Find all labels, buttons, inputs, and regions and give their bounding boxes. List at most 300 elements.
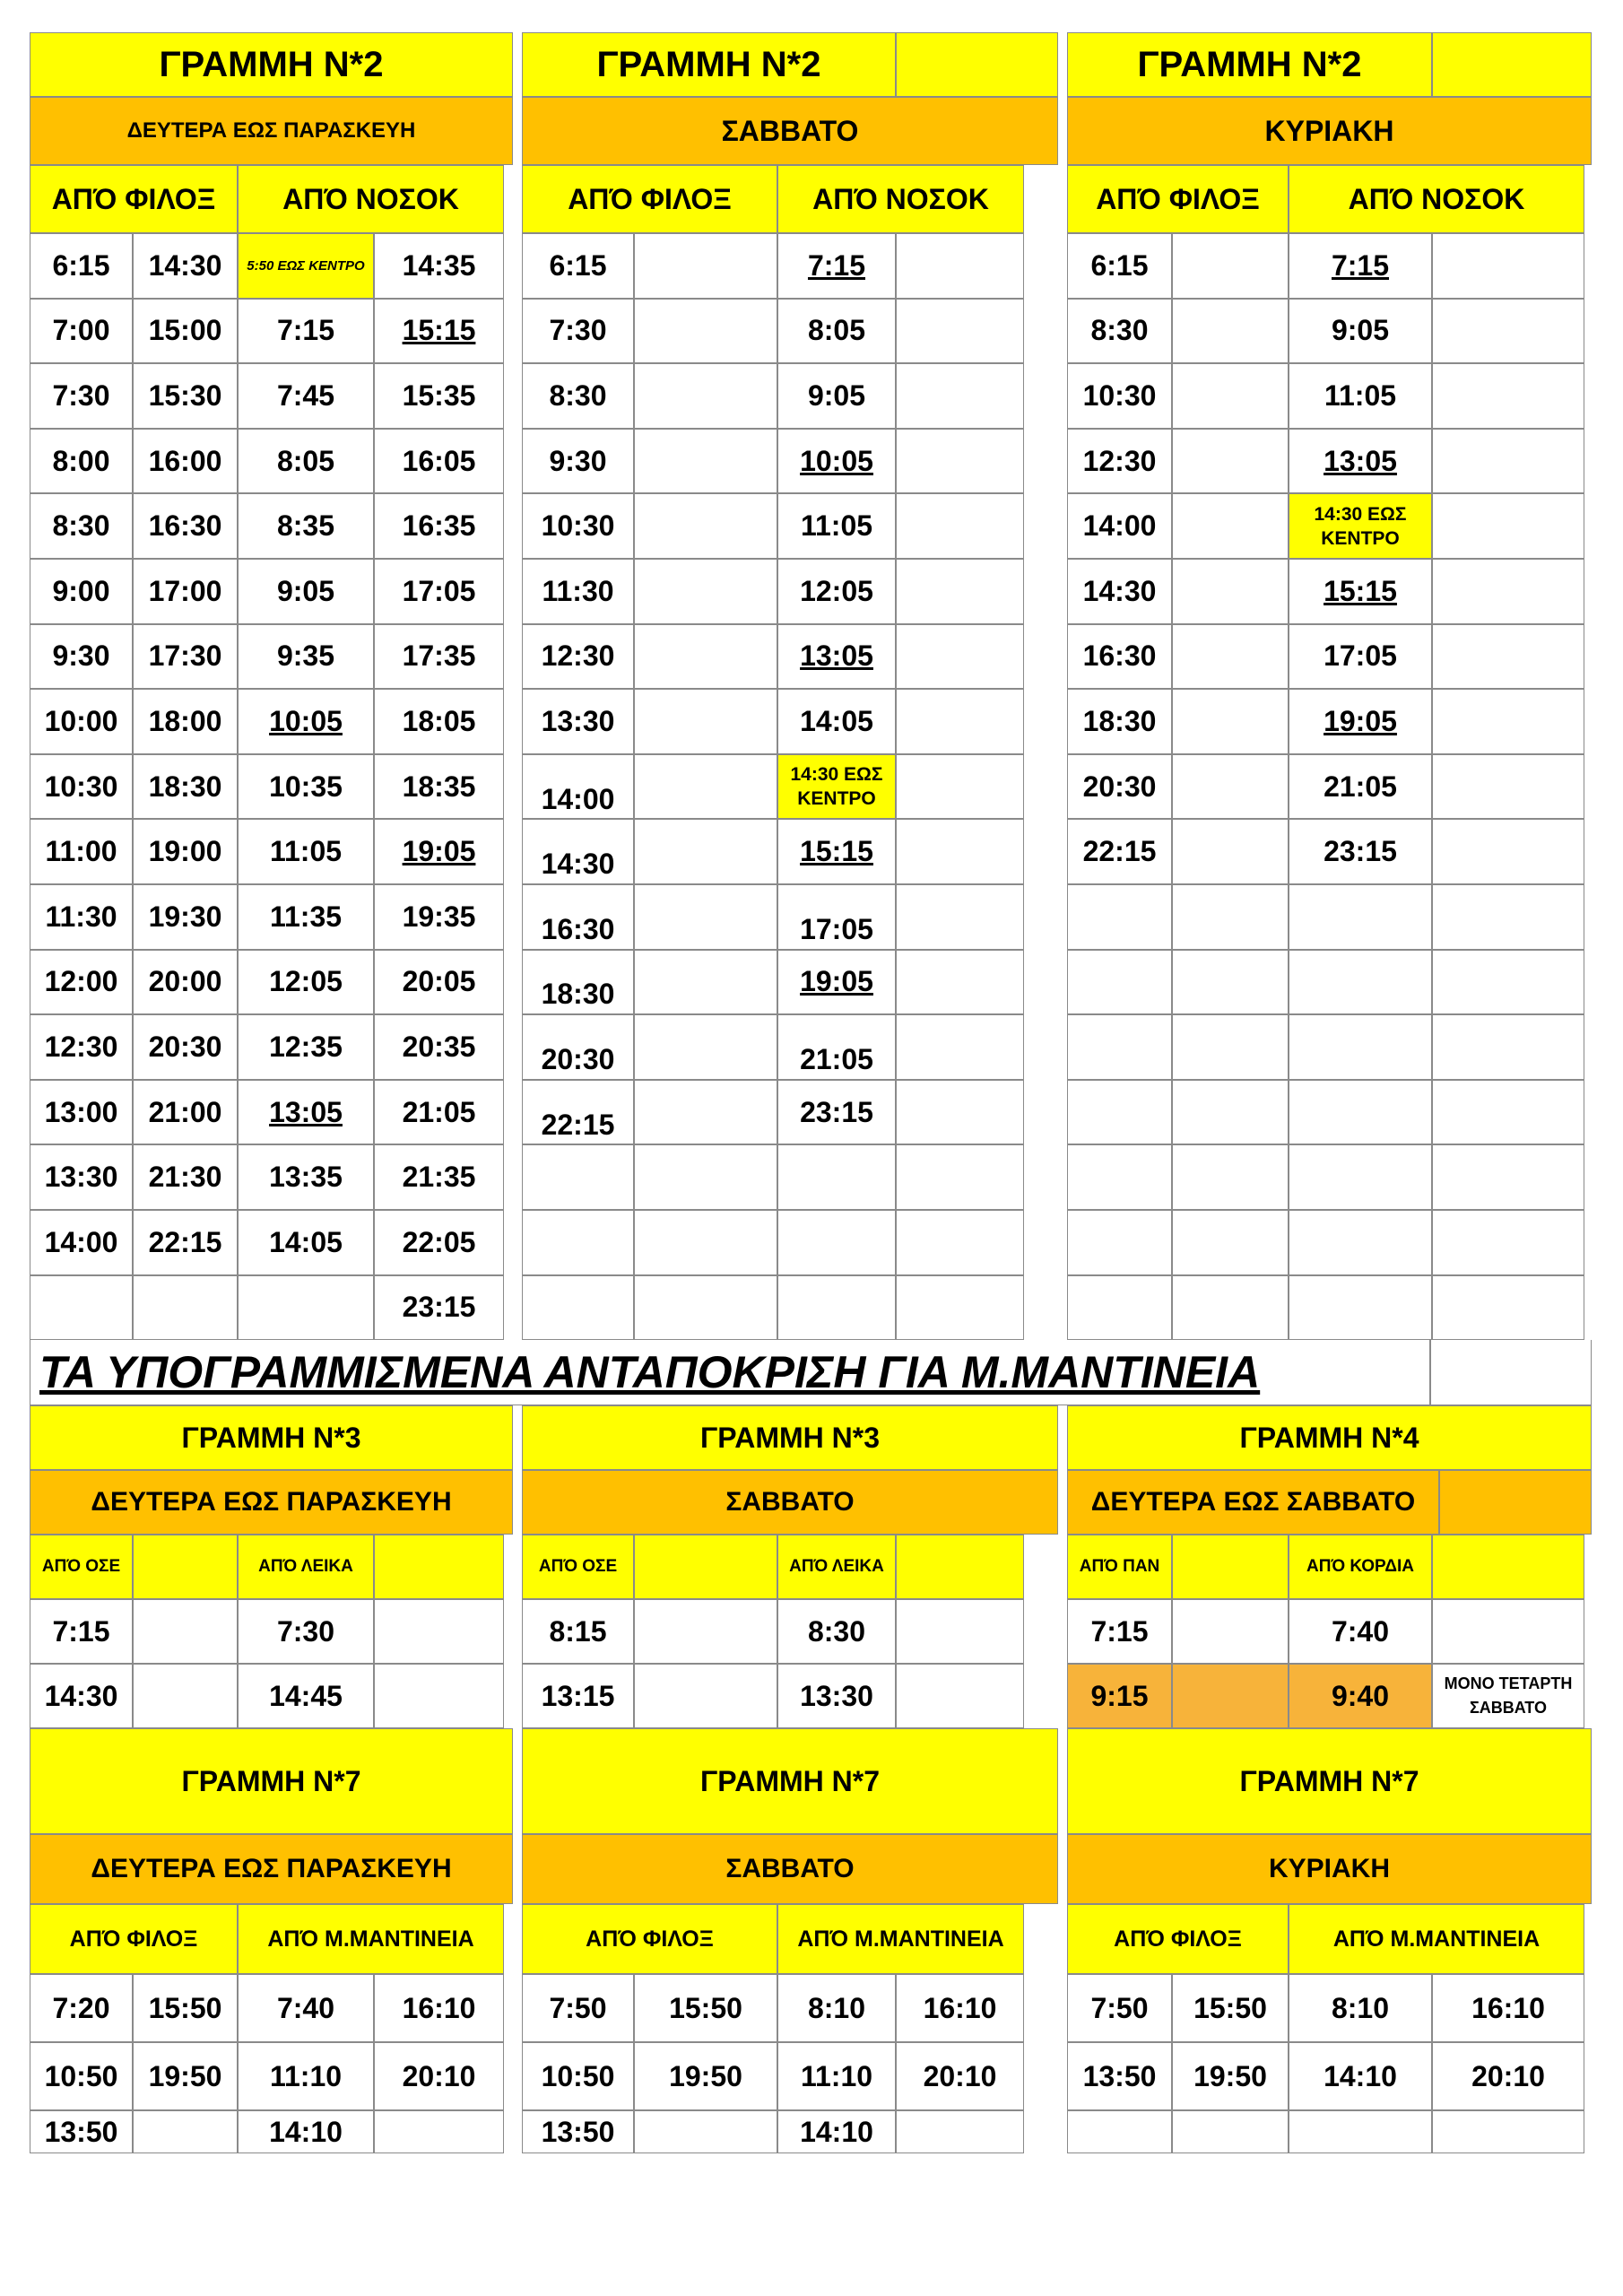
time-value: 11:35: [269, 900, 343, 933]
time-value: 12:05: [269, 965, 343, 998]
time-value: 7:15: [807, 248, 866, 282]
time-cell: [30, 429, 133, 494]
time-value: 10:05: [269, 704, 343, 737]
time-value: 22:15: [1082, 835, 1157, 868]
time-cell: [1172, 2110, 1289, 2153]
time-cell: [1289, 1080, 1432, 1145]
line3-4-panel: [1067, 1405, 1592, 1728]
time-value: 10:30: [1082, 378, 1157, 412]
time-value: 14:00: [1082, 509, 1157, 543]
time-value: 7:15: [1331, 248, 1390, 282]
days-label: ΣΑΒΒΑΤΟ: [522, 1470, 1058, 1535]
time-cell: [896, 1014, 1024, 1080]
time-cell: [634, 493, 777, 559]
time-value: 8:30: [52, 509, 110, 543]
time-value: 19:05: [402, 835, 476, 868]
time-cell: [777, 884, 896, 950]
time-cell: [522, 624, 634, 690]
time-cell: [238, 950, 374, 1015]
note-banner: [30, 1340, 1592, 1405]
time-cell: [1172, 819, 1289, 884]
table-row: [522, 429, 1058, 494]
time-value: 19:00: [148, 835, 222, 868]
time-cell: [133, 1664, 238, 1728]
time-cell: [1432, 559, 1584, 624]
table-row: [30, 2042, 513, 2110]
time-cell: [374, 493, 504, 559]
time-cell: [1172, 624, 1289, 690]
time-cell: [30, 950, 133, 1015]
table-row: [522, 1144, 1058, 1210]
time-cell: [1432, 754, 1584, 820]
time-cell: 19:50: [1172, 2042, 1289, 2110]
table-row: [30, 689, 513, 754]
time-cell: [374, 884, 504, 950]
table-row: [1067, 819, 1592, 884]
time-cell: [777, 1275, 896, 1341]
from-label-b: ΑΠΌ Μ.ΜΑΝΤΙΝΕΙΑ: [777, 1904, 1024, 1974]
time-cell: [522, 363, 634, 429]
time-cell: [634, 2110, 777, 2153]
time-value: 10:05: [800, 444, 873, 477]
time-cell: [634, 754, 777, 820]
time-cell: [1432, 1275, 1584, 1341]
time-cell: [30, 624, 133, 690]
table-row: [522, 884, 1058, 950]
time-cell: [374, 2110, 504, 2153]
time-cell: [896, 2110, 1024, 2153]
time-cell: [896, 950, 1024, 1015]
time-value: 18:30: [1082, 704, 1157, 737]
time-cell: 8:10: [1289, 1974, 1432, 2042]
time-cell: [30, 884, 133, 950]
time-cell: 7:40: [1289, 1599, 1432, 1664]
days-label: ΔΕΥΤΕΡΑ ΕΩΣ ΠΑΡΑΣΚΕΥΗ: [30, 1834, 513, 1904]
time-cell: [522, 689, 634, 754]
days-label: ΔΕΥΤΕΡΑ ΕΩΣ ΣΑΒΒΑΤΟ: [1067, 1470, 1439, 1535]
time-cell: [634, 429, 777, 494]
time-cell: [238, 819, 374, 884]
line7-section: [30, 1728, 1592, 2153]
time-cell: [634, 299, 777, 364]
time-cell: 16:10: [896, 1974, 1024, 2042]
time-cell: 9:15: [1067, 1664, 1172, 1728]
table-row: [522, 1275, 1058, 1341]
from-empty-cell: [896, 1535, 1024, 1599]
time-cell: [896, 1664, 1024, 1728]
time-cell: [133, 1599, 238, 1664]
title-empty-cell: [896, 32, 1058, 97]
time-cell: [133, 1210, 238, 1275]
table-row: [30, 299, 513, 364]
table-row: [1067, 2042, 1592, 2110]
from-label-b: ΑΠΌ Μ.ΜΑΝΤΙΝΕΙΑ: [1289, 1904, 1584, 1974]
time-value: 12:35: [269, 1030, 343, 1063]
time-cell: 9:40: [1289, 1664, 1432, 1728]
table-row: [1067, 950, 1592, 1015]
time-cell: [374, 819, 504, 884]
time-cell: [1067, 1080, 1172, 1145]
time-value: 12:30: [541, 639, 615, 673]
time-cell: [634, 1080, 777, 1145]
time-cell: [1067, 950, 1172, 1015]
time-cell: [133, 299, 238, 364]
table-row: [522, 1599, 1058, 1664]
time-value: 13:05: [1324, 444, 1397, 477]
time-cell: [1289, 624, 1432, 690]
time-cell: [133, 1080, 238, 1145]
line7-panel: [1067, 1728, 1592, 2153]
time-cell: [1432, 1014, 1584, 1080]
time-cell: [634, 1144, 777, 1210]
table-row: [1067, 1664, 1592, 1728]
time-cell: [634, 559, 777, 624]
time-cell: 20:10: [896, 2042, 1024, 2110]
time-value: 11:05: [1324, 378, 1397, 412]
time-value: 7:30: [549, 314, 607, 347]
time-cell: [30, 819, 133, 884]
time-cell: [1289, 884, 1432, 950]
table-row: [30, 754, 513, 820]
time-cell: [1432, 950, 1584, 1015]
table-row: [522, 493, 1058, 559]
time-cell: [1172, 950, 1289, 1015]
time-value: 6:15: [52, 248, 110, 282]
time-value: 15:35: [402, 378, 476, 412]
time-value: 12:30: [1082, 444, 1157, 477]
time-cell: [1432, 493, 1584, 559]
days-label: ΚΥΡΙΑΚΗ: [1067, 1834, 1592, 1904]
time-cell: [896, 429, 1024, 494]
time-value: 13:05: [269, 1095, 343, 1128]
time-cell: [133, 1014, 238, 1080]
time-value: 9:35: [276, 639, 335, 673]
time-cell: [634, 624, 777, 690]
table-row: [1067, 493, 1592, 559]
time-cell: [1172, 493, 1289, 559]
table-row: [1067, 754, 1592, 820]
time-cell: [896, 819, 1024, 884]
time-value: 16:00: [148, 444, 222, 477]
time-cell: [777, 819, 896, 884]
table-row: [1067, 1080, 1592, 1145]
time-value: 14:30: [541, 848, 615, 881]
table-row: [1067, 624, 1592, 690]
line-title: ΓΡΑΜΜΗ Ν*3: [522, 1405, 1058, 1470]
time-cell: 15:50: [133, 1974, 238, 2042]
time-cell: [896, 689, 1024, 754]
time-cell: [1067, 363, 1172, 429]
time-cell: [522, 819, 634, 884]
table-row: [522, 1664, 1058, 1728]
time-cell: [1289, 754, 1432, 820]
time-cell: 7:50: [522, 1974, 634, 2042]
time-cell: [1067, 1014, 1172, 1080]
time-cell: 7:30: [238, 1599, 374, 1664]
time-cell: [238, 1080, 374, 1145]
time-cell: [238, 884, 374, 950]
time-cell: 11:10: [777, 2042, 896, 2110]
table-row: [522, 1014, 1058, 1080]
time-value: 14:30 ΕΩΣ ΚΕΝΤΡΟ: [790, 764, 883, 810]
table-row: [30, 2110, 513, 2153]
time-value: 15:00: [148, 314, 222, 347]
line-title: ΓΡΑΜΜΗ Ν*4: [1067, 1405, 1592, 1470]
time-cell: 19:50: [634, 2042, 777, 2110]
time-cell: [1172, 1664, 1289, 1728]
time-cell: [634, 884, 777, 950]
time-value: 19:35: [402, 900, 476, 933]
time-cell: [1289, 950, 1432, 1015]
table-row: [522, 689, 1058, 754]
time-cell: [634, 950, 777, 1015]
time-cell: [1172, 1275, 1289, 1341]
time-value: 14:30: [148, 248, 222, 282]
time-value: 9:05: [276, 574, 335, 607]
time-value: 16:30: [1082, 639, 1157, 673]
time-value: 15:15: [1324, 574, 1397, 607]
time-cell: [1289, 819, 1432, 884]
time-value: 6:15: [549, 248, 607, 282]
time-cell: 11:10: [238, 2042, 374, 2110]
time-cell: [133, 819, 238, 884]
time-cell: [30, 233, 133, 299]
table-row: [522, 559, 1058, 624]
time-cell: [133, 689, 238, 754]
time-value: 20:30: [1082, 770, 1157, 803]
line-title: ΓΡΑΜΜΗ Ν*3: [30, 1405, 513, 1470]
time-value: 13:05: [800, 639, 873, 673]
time-cell: [374, 559, 504, 624]
time-cell: [634, 1275, 777, 1341]
table-row: [522, 1974, 1058, 2042]
table-row: [30, 1599, 513, 1664]
time-cell: 7:50: [1067, 1974, 1172, 2042]
time-cell: [238, 1210, 374, 1275]
time-cell: 14:45: [238, 1664, 374, 1728]
time-cell: 16:10: [1432, 1974, 1584, 2042]
time-cell: [133, 363, 238, 429]
time-cell: [238, 624, 374, 690]
time-value: 8:30: [549, 378, 607, 412]
time-cell: [1067, 1210, 1172, 1275]
time-value: 14:30: [1082, 574, 1157, 607]
time-value: 21:05: [1324, 770, 1397, 803]
time-value: 23:15: [402, 1291, 476, 1324]
time-value: 18:35: [402, 770, 476, 803]
from-label-a: ΑΠΌ ΟΣΕ: [30, 1535, 133, 1599]
time-cell: [522, 1275, 634, 1341]
table-row: [30, 1664, 513, 1728]
from-label-b: ΑΠΌ ΝΟΣΟΚ: [238, 165, 504, 233]
time-cell: [133, 950, 238, 1015]
time-cell: [1067, 819, 1172, 884]
time-value: 17:30: [148, 639, 222, 673]
time-value: 10:30: [541, 509, 615, 543]
time-value: 17:05: [402, 574, 476, 607]
table-row: [30, 1275, 513, 1341]
time-cell: [522, 493, 634, 559]
line2-section: [30, 32, 1592, 1340]
time-cell: [1172, 1599, 1289, 1664]
days-label: ΣΑΒΒΑΤΟ: [522, 1834, 1058, 1904]
time-cell: [374, 1599, 504, 1664]
time-value: 7:15: [276, 314, 335, 347]
time-value: 14:00: [44, 1225, 118, 1258]
time-cell: 13:50: [522, 2110, 634, 2153]
time-cell: [1172, 884, 1289, 950]
time-cell: [1432, 1599, 1584, 1664]
time-value: 16:35: [402, 509, 476, 543]
time-value: 12:30: [44, 1030, 118, 1063]
table-row: [30, 950, 513, 1015]
time-cell: [522, 1144, 634, 1210]
time-value: 23:15: [800, 1095, 873, 1128]
time-cell: [238, 493, 374, 559]
time-cell: 10:50: [30, 2042, 133, 2110]
time-value: 10:30: [44, 770, 118, 803]
time-value: 8:05: [807, 314, 866, 347]
from-label-a: ΑΠΌ ΦΙΛΟΞ: [1067, 1904, 1289, 1974]
time-value: 9:30: [549, 444, 607, 477]
time-cell: [1172, 1014, 1289, 1080]
time-cell: [1067, 299, 1172, 364]
from-empty-cell: [374, 1535, 504, 1599]
time-value: 17:05: [800, 912, 873, 945]
days-label: ΣΑΒΒΑΤΟ: [522, 97, 1058, 165]
time-cell: [30, 754, 133, 820]
time-cell: [896, 884, 1024, 950]
table-row: [522, 233, 1058, 299]
time-cell: [896, 493, 1024, 559]
time-cell: 13:15: [522, 1664, 634, 1728]
time-value: 8:00: [52, 444, 110, 477]
time-value: 16:30: [541, 912, 615, 945]
time-cell: [522, 299, 634, 364]
time-cell: [1289, 1275, 1432, 1341]
table-row: [522, 2110, 1058, 2153]
time-cell: [30, 299, 133, 364]
time-cell: [238, 363, 374, 429]
time-cell: [1289, 429, 1432, 494]
table-row: [522, 1210, 1058, 1275]
time-value: 18:30: [541, 978, 615, 1011]
table-row: [1067, 429, 1592, 494]
time-cell: [777, 950, 896, 1015]
time-cell: [634, 1014, 777, 1080]
time-value: 14:35: [402, 248, 476, 282]
time-cell: [896, 1599, 1024, 1664]
time-value: 8:05: [276, 444, 335, 477]
time-cell: 8:15: [522, 1599, 634, 1664]
table-row: [522, 624, 1058, 690]
time-cell: [374, 233, 504, 299]
time-cell: 7:20: [30, 1974, 133, 2042]
table-row: [30, 429, 513, 494]
time-cell: 15:50: [1172, 1974, 1289, 2042]
banner-empty-cell: [1430, 1340, 1592, 1405]
time-value: 15:30: [148, 378, 222, 412]
time-value: 20:00: [148, 965, 222, 998]
time-cell: [1172, 233, 1289, 299]
time-cell: [777, 754, 896, 820]
time-value: 18:00: [148, 704, 222, 737]
time-cell: [522, 429, 634, 494]
time-cell: [1067, 233, 1172, 299]
time-cell: 14:10: [238, 2110, 374, 2153]
time-cell: [777, 624, 896, 690]
table-row: [522, 1080, 1058, 1145]
time-cell: 8:30: [777, 1599, 896, 1664]
time-cell: [238, 1014, 374, 1080]
time-cell: [1289, 233, 1432, 299]
time-cell: 7:15: [30, 1599, 133, 1664]
from-label-a: ΑΠΌ ΦΙΛΟΞ: [30, 1904, 238, 1974]
table-row: [1067, 2110, 1592, 2153]
time-value: 10:35: [269, 770, 343, 803]
table-row: [522, 299, 1058, 364]
time-value: 14:05: [269, 1225, 343, 1258]
time-cell: 20:10: [1432, 2042, 1584, 2110]
from-empty-cell: [634, 1535, 777, 1599]
time-cell: [896, 363, 1024, 429]
time-cell: 14:10: [1289, 2042, 1432, 2110]
table-row: [30, 1210, 513, 1275]
time-value: 14:30 ΕΩΣ ΚΕΝΤΡΟ: [1314, 503, 1407, 549]
time-cell: [896, 1080, 1024, 1145]
time-cell: [1289, 299, 1432, 364]
table-row: [1067, 299, 1592, 364]
time-cell: [30, 1275, 133, 1341]
time-cell: [238, 299, 374, 364]
time-cell: [1067, 559, 1172, 624]
time-cell: [1432, 884, 1584, 950]
days-empty-cell: [1439, 1470, 1592, 1535]
table-row: [1067, 1974, 1592, 2042]
time-cell: [777, 559, 896, 624]
time-cell: [1067, 2110, 1172, 2153]
table-row: [1067, 363, 1592, 429]
time-cell: [1172, 429, 1289, 494]
time-cell: [1172, 689, 1289, 754]
time-cell: [634, 233, 777, 299]
table-row: [1067, 1599, 1592, 1664]
time-value: 7:00: [52, 314, 110, 347]
line7-panel: [522, 1728, 1058, 2153]
line-title: ΓΡΑΜΜΗ Ν*7: [30, 1728, 513, 1834]
time-cell: [1067, 624, 1172, 690]
days-label: ΔΕΥΤΕΡΑ ΕΩΣ ΠΑΡΑΣΚΕΥΗ: [30, 97, 513, 165]
time-cell: [896, 233, 1024, 299]
time-cell: [374, 1210, 504, 1275]
time-cell: 8:10: [777, 1974, 896, 2042]
from-label-a: ΑΠΌ ΠΑΝ: [1067, 1535, 1172, 1599]
time-value: 22:15: [148, 1225, 222, 1258]
time-cell: [1289, 2110, 1432, 2153]
from-label-b: ΑΠΌ ΝΟΣΟΚ: [1289, 165, 1584, 233]
time-value: 11:30: [542, 574, 614, 607]
time-value: 11:05: [800, 509, 873, 543]
time-value: 16:05: [402, 444, 476, 477]
time-cell: 7:40: [238, 1974, 374, 2042]
time-cell: [30, 1080, 133, 1145]
time-cell: [1172, 559, 1289, 624]
time-value: 21:00: [148, 1095, 222, 1128]
time-cell: [374, 950, 504, 1015]
from-empty-cell: [133, 1535, 238, 1599]
time-cell: [777, 233, 896, 299]
time-cell: [1172, 754, 1289, 820]
